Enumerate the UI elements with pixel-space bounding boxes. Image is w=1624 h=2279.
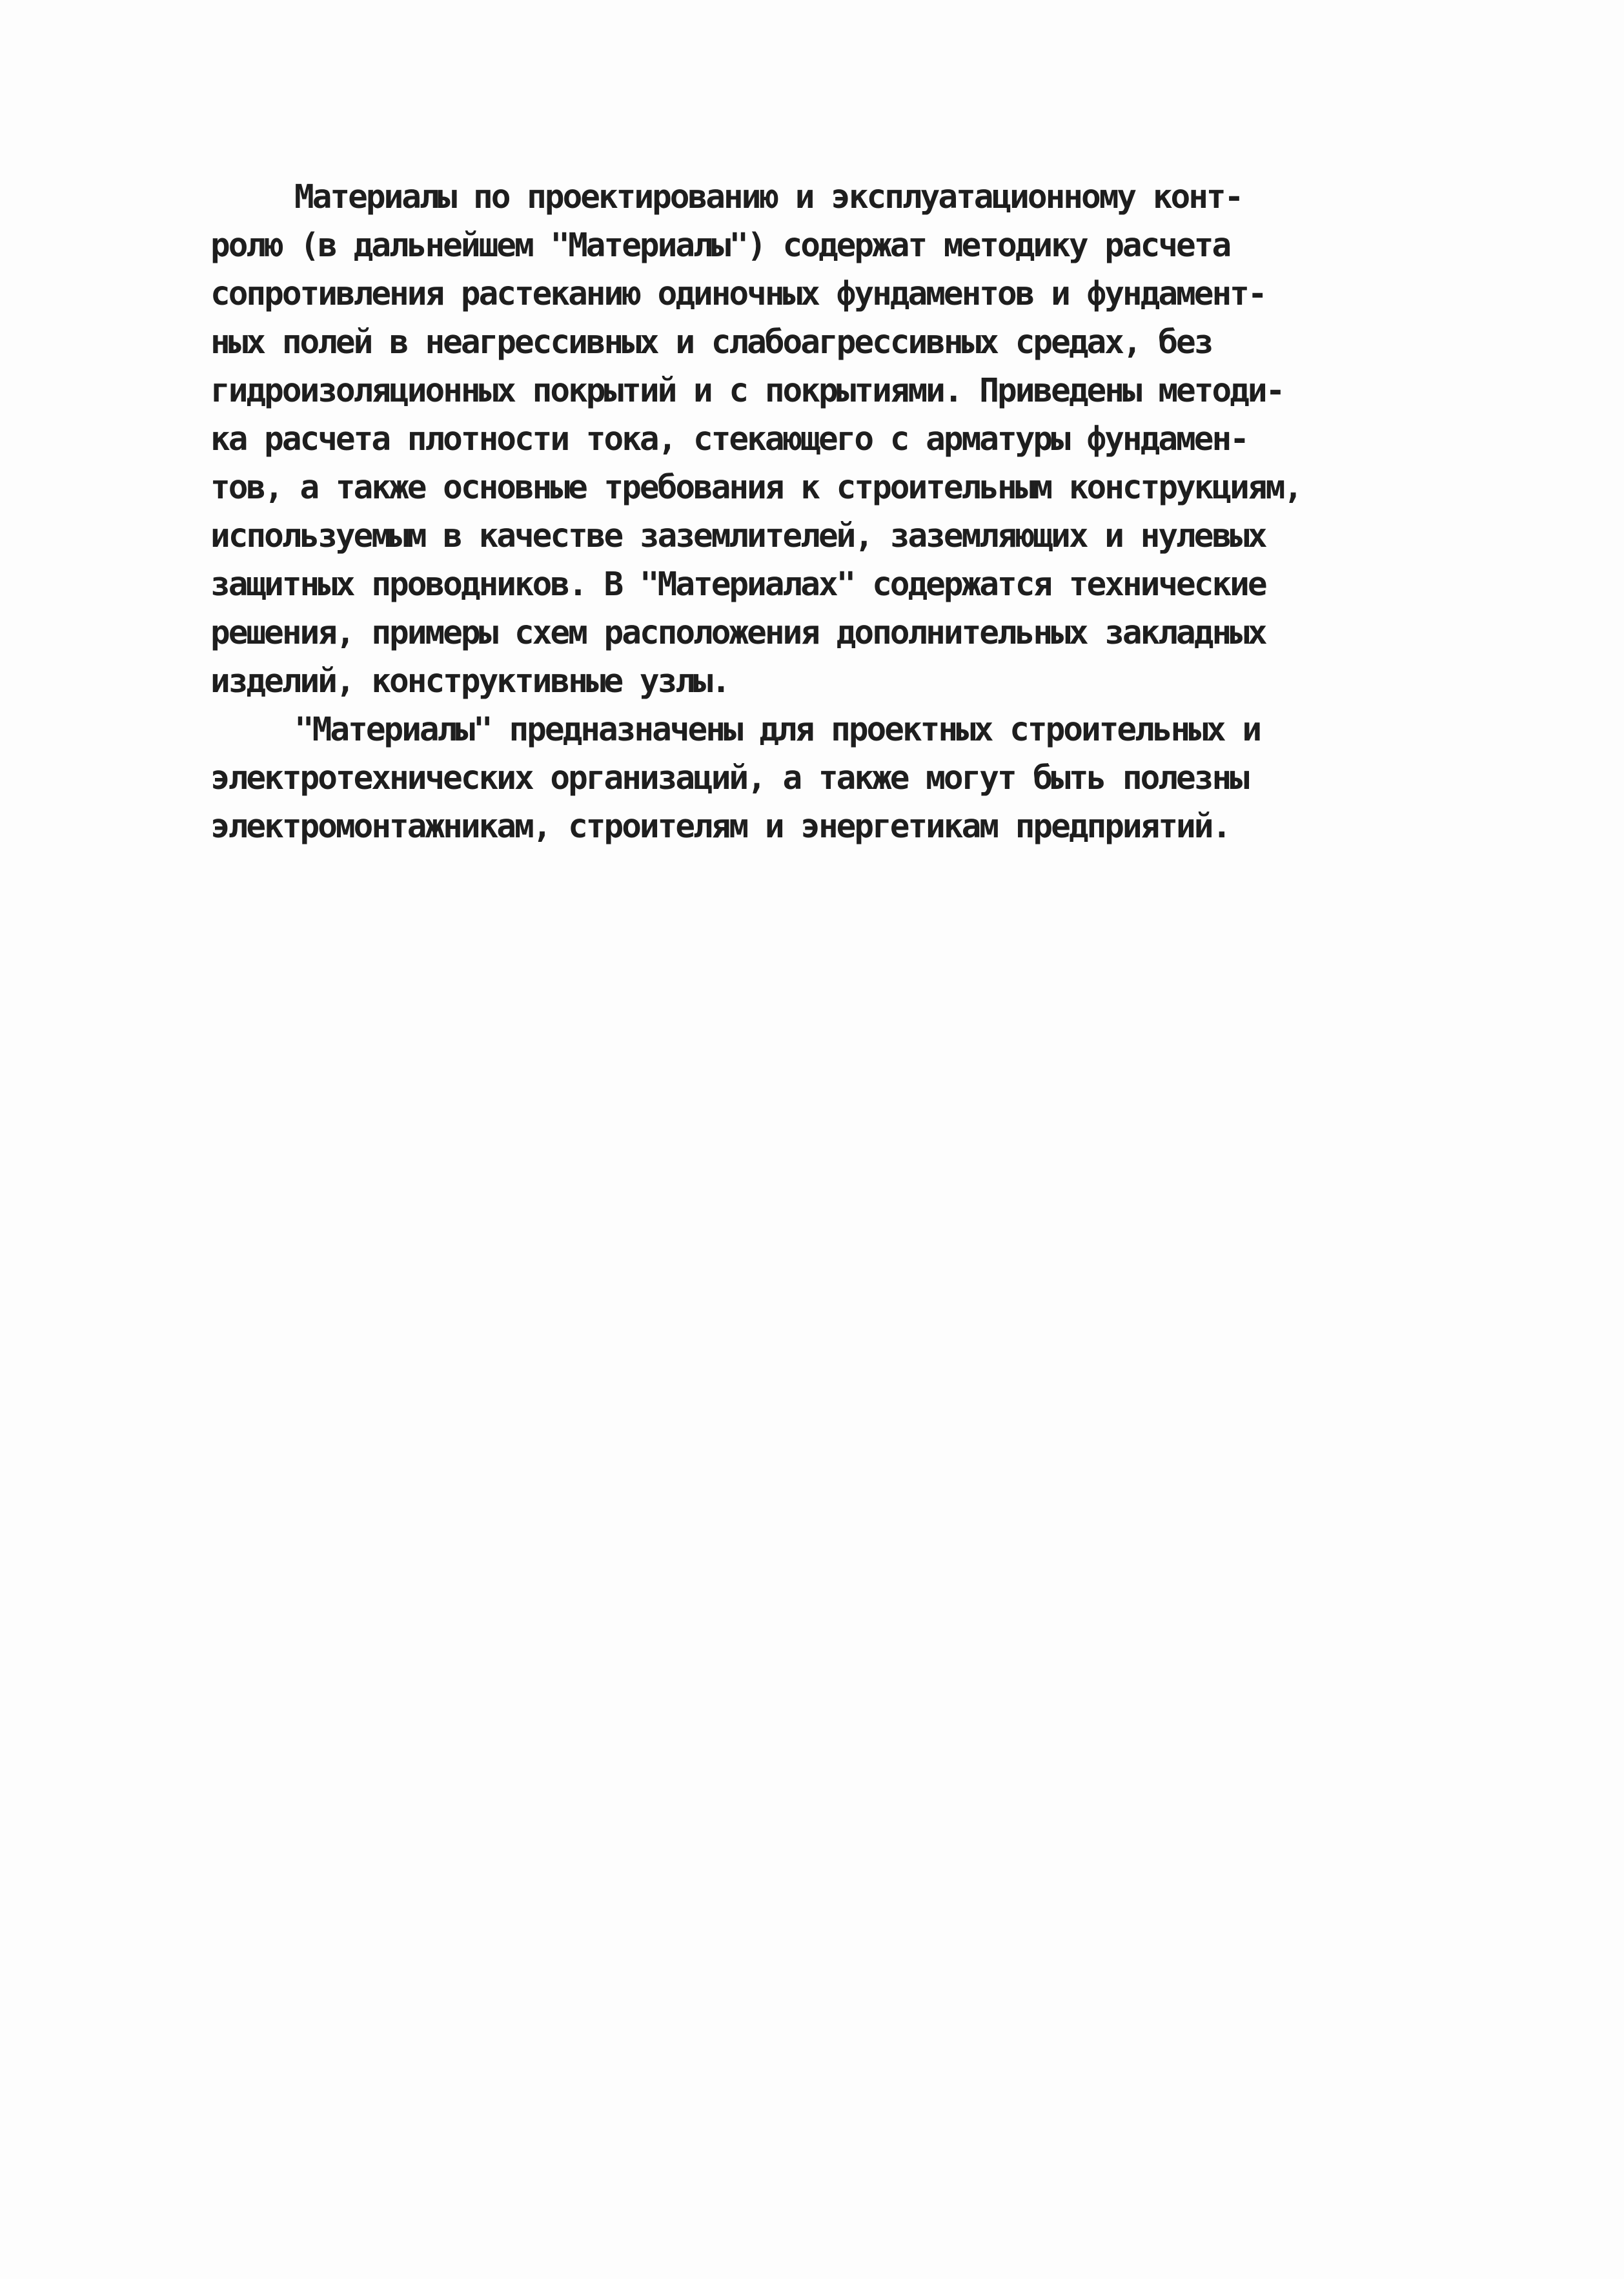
paragraph-1-line-5: гидроизоляционных покрытий и с покрытиями. Приведены методи-	[210, 372, 1284, 410]
document-body	[210, 173, 1450, 851]
paragraph-1-line-3: сопротивления растеканию одиночных фундаментов и фундамент-	[210, 275, 1266, 313]
paragraph-1-line-4: ных полей в неагрессивных и слабоагрессивных средах, без	[210, 323, 1212, 362]
paragraph-1-line-2: ролю (в дальнейшем "Материалы") содержат методику расчета	[210, 227, 1230, 265]
paragraph-2-line-3: электромонтажникам, строителям и энергетикам предприятий.	[210, 808, 1230, 846]
paragraph-1-line-9: защитных проводников. В "Материалах" содержатся технические	[210, 566, 1266, 604]
paragraph-1-line-6: ка расчета плотности тока, стекающего с арматуры фундамен-	[210, 420, 1248, 458]
paragraph-2-line-1: "Материалы" предназначены для проектных строительных и	[294, 711, 1261, 749]
paragraph-1-line-10: решения, примеры схем расположения дополнительных закладных	[210, 614, 1266, 652]
paragraph-1-line-7: тов, а также основные требования к строительным конструкциям,	[210, 469, 1301, 507]
paragraph-1-line-11: изделий, конструктивные узлы.	[210, 662, 729, 700]
paragraph-1-line-1: Материалы по проектированию и эксплуатационному конт-	[294, 178, 1243, 216]
paragraph-1-line-8: используемым в качестве заземлителей, заземляющих и нулевых	[210, 517, 1266, 555]
paragraph-2-line-2: электротехнических организаций, а также могут быть полезны	[210, 759, 1248, 797]
